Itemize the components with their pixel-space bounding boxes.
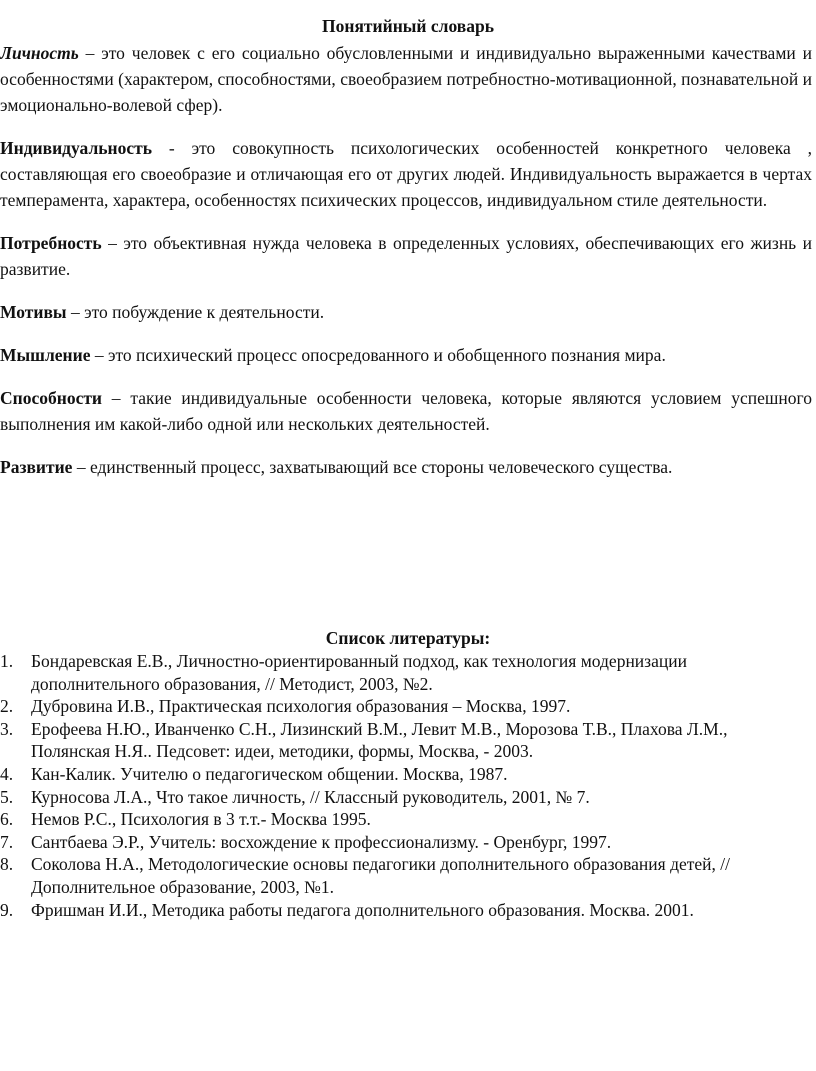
reference-text: Бондаревская Е.В., Личностно-ориентированный подход, как технология модернизации дополнительного образования, // Методист, 2003, №2. bbox=[31, 651, 687, 694]
glossary-term: Мышление bbox=[0, 345, 91, 365]
glossary-definition: - это совокупность психологических особенностей конкретного человека , составляющая его своеобразие и отличающая его от других людей. Индивидуальность выражается в чертах темперамента, характера, особенностях психических процессов, индивидуальном стиле деятельности. bbox=[0, 138, 812, 210]
glossary-entry-potrebnost bbox=[0, 230, 812, 282]
reference-text: Кан-Калик. Учителю о педагогическом общении. Москва, 1987. bbox=[31, 763, 508, 784]
reference-text: Фришман И.И., Методика работы педагога дополнительного образования. Москва. 2001. bbox=[31, 899, 694, 920]
glossary-definition: – это человек с его социально обусловленными и индивидуально выраженными качествами и особенностями (характером, способностями, своеобразием потребностно-мотивационной, познавательной и эмоционально-волевой сфер). bbox=[0, 43, 812, 115]
reference-item bbox=[0, 650, 810, 695]
reference-number: 3. bbox=[0, 718, 14, 739]
reference-number: 1. bbox=[0, 651, 14, 671]
glossary-term: Мотивы bbox=[0, 302, 67, 322]
reference-number: 2. bbox=[0, 696, 14, 717]
glossary-definition: – это объективная нужда человека в определенных условиях, обеспечивающих его жизнь и развитие. bbox=[0, 233, 812, 279]
glossary-entry-sposobnosti bbox=[0, 385, 812, 437]
reference-number: 9. bbox=[0, 899, 14, 920]
reference-item bbox=[0, 808, 810, 831]
page-title: Понятийный словарь bbox=[322, 16, 494, 36]
reference-text: Соколова Н.А., Методологические основы педагогики дополнительного образования детей, // Дополнительное образование, 2003, №1. bbox=[31, 854, 731, 897]
reference-text: Сантбаева Э.Р., Учитель: восхождение к профессионализму. - Оренбург, 1997. bbox=[31, 831, 612, 852]
reference-item bbox=[0, 718, 810, 763]
reference-number: 8. bbox=[0, 854, 14, 875]
reference-text: Ерофеева Н.Ю., Иванченко С.Н., Лизинский В.М., Левит М.В., Морозова Т.В., Плахова Л.М., Полянская Н.Я.. Педсовет: идеи, методики, формы, Москва, - 2003. bbox=[31, 718, 728, 762]
reference-text: Курносова Л.А., Что такое личность, // Классный руководитель, 2001, № 7. bbox=[31, 786, 590, 807]
reference-item bbox=[0, 853, 810, 898]
reference-number: 7. bbox=[0, 831, 14, 852]
glossary-definition: – такие индивидуальные особенности человека, которые являются условием успешного выполнения им какой-либо одной или нескольких деятельностей. bbox=[0, 388, 812, 434]
reference-number: 6. bbox=[0, 809, 14, 830]
glossary-definition: – это психический процесс опосредованного и обобщенного познания мира. bbox=[90, 345, 666, 365]
reference-text: Дубровина И.В., Практическая психология образования – Москва, 1997. bbox=[31, 696, 571, 717]
reference-item bbox=[0, 695, 810, 718]
reference-item bbox=[0, 786, 810, 809]
reference-number: 5. bbox=[0, 786, 14, 807]
glossary-entry-motivy bbox=[0, 299, 812, 325]
glossary-definition: – единственный процесс, захватывающий все стороны человеческого существа. bbox=[72, 457, 673, 477]
glossary-term: Личность bbox=[0, 43, 79, 63]
references-list bbox=[0, 650, 810, 921]
glossary-term: Индивидуальность bbox=[0, 138, 152, 158]
glossary-definition: – это побуждение к деятельности. bbox=[66, 302, 325, 322]
reference-text: Немов Р.С., Психология в 3 т.т.- Москва 1995. bbox=[31, 809, 371, 830]
glossary-entry-myshlenie bbox=[0, 342, 812, 368]
reference-number: 4. bbox=[0, 763, 14, 784]
references-title: Список литературы: bbox=[325, 628, 491, 648]
glossary-term: Потребность bbox=[0, 233, 102, 253]
reference-item bbox=[0, 831, 810, 854]
glossary-entry-razvitie bbox=[0, 454, 812, 480]
glossary-entry-individualnost bbox=[0, 135, 812, 213]
glossary-term: Развитие bbox=[0, 457, 73, 477]
reference-item bbox=[0, 763, 810, 786]
reference-item bbox=[0, 899, 810, 922]
glossary-entry-lichnost bbox=[0, 40, 812, 118]
glossary bbox=[0, 40, 812, 497]
glossary-term: Способности bbox=[0, 388, 103, 408]
